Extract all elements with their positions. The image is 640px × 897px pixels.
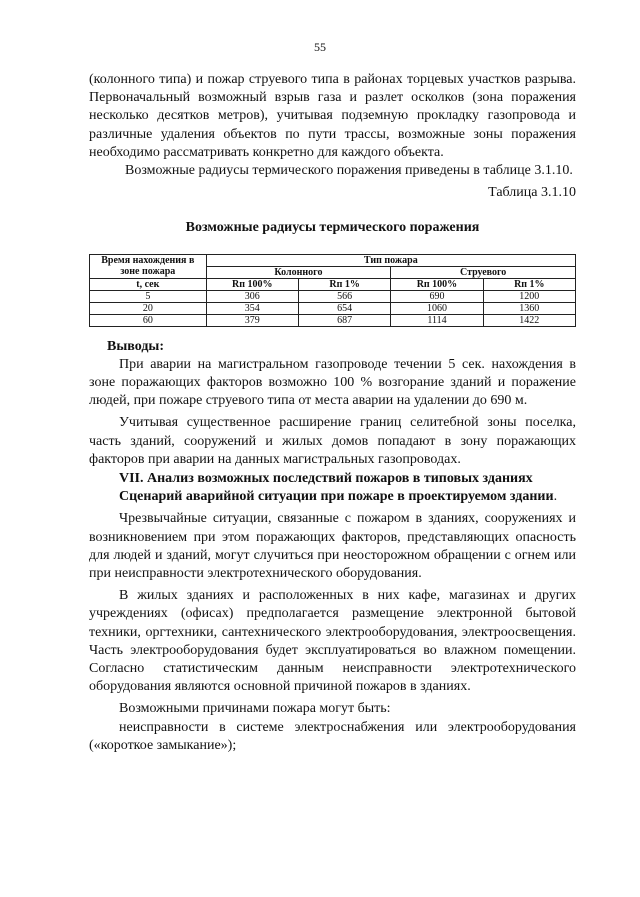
table-cell: 354 <box>206 302 298 314</box>
table-cell: 60 <box>90 314 207 326</box>
body-paragraph: В жилых зданиях и расположенных в них кафе, магазинах и других учреждениях (офисах) предполагается размещение электронной бытовой техники, оргтехники, сантехнического электрооборудования, электроосвещения. Часть электрооборудования будет эксплуатироваться во влажном помещении. Согласно статистическим данным неисправности электротехнического оборудования являются основной причиной пожаров в зданиях. <box>89 588 576 695</box>
table-row <box>90 314 576 326</box>
subheader-cell: Rп 100% <box>391 278 483 290</box>
page-content <box>89 71 576 755</box>
fire-type-header: Тип пожара <box>206 254 575 266</box>
conclusions-title: Выводы: <box>107 338 165 354</box>
table-cell: 654 <box>298 302 390 314</box>
table-subheader-row <box>90 278 576 290</box>
table-cell: 1200 <box>483 290 575 302</box>
subheader-cell: Rп 1% <box>483 278 575 290</box>
scenario-heading-paragraph <box>89 488 576 506</box>
table-row <box>90 302 576 314</box>
body-paragraph: Возможными причинами пожара могут быть: <box>119 701 391 717</box>
table-cell: 1422 <box>483 314 575 326</box>
page-number: 55 <box>314 40 326 54</box>
subheader-cell: Rп 100% <box>206 278 298 290</box>
column-fire-header: Колонного <box>206 266 391 278</box>
scenario-heading: Сценарий аварийной ситуации при пожаре в проектируемом здании <box>119 489 554 505</box>
conclusion-paragraph: Учитывая существенное расширение границ селитебной зоны поселка, часть зданий, сооружений и жилых домов попадают в зону поражающих факторов при аварии на данных магистральных газопроводах. <box>89 415 576 467</box>
table-header-row <box>90 254 576 266</box>
table-cell: 379 <box>206 314 298 326</box>
table-cell: 687 <box>298 314 390 326</box>
table-cell: 306 <box>206 290 298 302</box>
table-cell: 5 <box>90 290 207 302</box>
table-reference-paragraph: Возможные радиусы термического поражения приведены в таблице 3.1.10. <box>125 163 573 179</box>
jet-fire-header: Струевого <box>391 266 576 278</box>
body-paragraph: неисправности в системе электроснабжения или электрооборудования («короткое замыкание»); <box>89 719 576 753</box>
table-cell: 1360 <box>483 302 575 314</box>
table-row <box>90 290 576 302</box>
table-cell: 20 <box>90 302 207 314</box>
table-cell: 1114 <box>391 314 483 326</box>
intro-paragraph: (колонного типа) и пожар струевого типа в районах торцевых участков разрыва. Первоначальный возможный взрыв газа и разлет осколков (зона поражения несколько десятков метров), учитывая подземную прокладку газопровода и различные удаления объектов по пути трассы, возможные зоны поражения необходимо рассматривать конкретно для каждого объекта. <box>89 72 576 160</box>
thermal-radii-table <box>89 254 576 327</box>
conclusion-paragraph: При аварии на магистральном газопроводе течении 5 сек. нахождения в зоне поражающих факторов возможно 100 % возгорание зданий и поражение людей, при пожаре струевого типа от места аварии на удалении до 690 м. <box>89 356 576 409</box>
scenario-heading-period: . <box>553 489 558 505</box>
time-unit-header: t, сек <box>90 278 207 290</box>
subheader-cell: Rп 1% <box>298 278 390 290</box>
table-cell: 690 <box>391 290 483 302</box>
table-caption: Таблица 3.1.10 <box>488 185 576 201</box>
table-cell: 1060 <box>391 302 483 314</box>
table-cell: 566 <box>298 290 390 302</box>
body-paragraph: Чрезвычайные ситуации, связанные с пожаром в зданиях, сооружениях и возникновением при этом поражающих факторов, представляющих опасность для людей и зданий, могут случиться при неосторожном обращении с огнем или при неисправности электротехнического оборудования. <box>89 511 576 582</box>
time-header: Время нахождения в зоне пожара <box>90 254 207 278</box>
section-heading: VII. Анализ возможных последствий пожаров в типовых зданиях <box>119 471 533 487</box>
table-title: Возможные радиусы термического поражения <box>185 220 480 236</box>
